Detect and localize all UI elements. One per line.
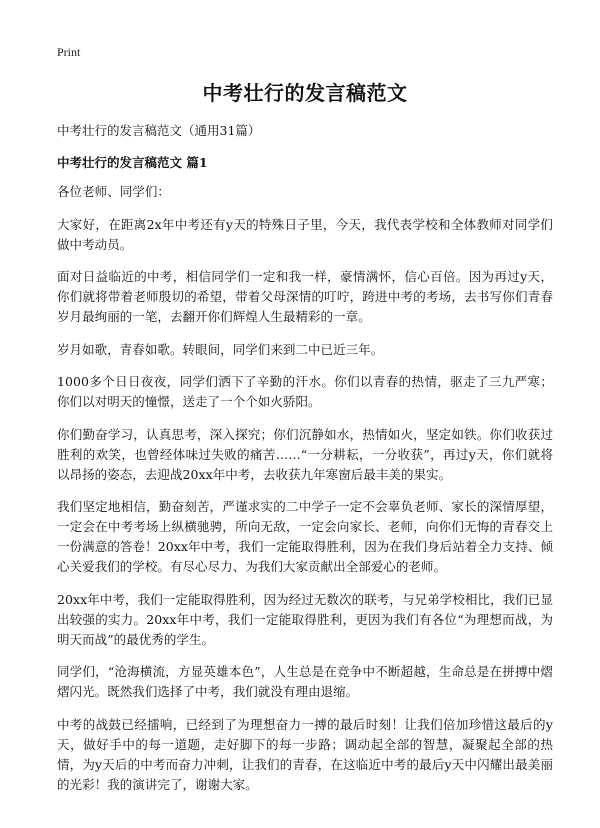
- paragraph: 你们勤奋学习，认真思考，深入探究；你们沉静如水，热情如火，坚定如铁。你们收获过胜利的欢笑，也曾经体味过失败的痛苦……“一分耕耘，一分收获”，再过y天，你们就将以昂扬的姿态，去迎战20xx年中考，去收获九年寒窗后最丰美的果实。: [57, 426, 553, 482]
- paragraph: 面对日益临近的中考，相信同学们一定和我一样，豪情满怀，信心百倍。因为再过y天，你们就将带着老师殷切的希望，带着父母深情的叮咛，跨进中考的考场，去书写你们青春岁月最绚丽的一笔，去翻开你们辉煌人生最精彩的一章。: [57, 269, 553, 324]
- print-link[interactable]: Print: [57, 45, 81, 59]
- paragraph: 大家好，在距离2x年中考还有y天的特殊日子里，今天，我代表学校和全体教师对同学们做中考动员。: [57, 216, 553, 252]
- document-subtitle: 中考壮行的发言稿范文（通用31篇）: [57, 123, 261, 138]
- article-body: [57, 182, 553, 807]
- paragraph: 岁月如歌，青春如歌。转眼间，同学们来到二中已近三年。: [57, 341, 384, 357]
- paragraph: 同学们，“沧海横流，方显英雄本色”，人生总是在竞争中不断超越，生命总是在拼搏中熠熠闪光。既然我们选择了中考，我们就没有理由退缩。: [57, 664, 553, 699]
- section-heading: 中考壮行的发言稿范文 篇1: [57, 155, 208, 170]
- paragraph: 我们坚定地相信，勤奋刻苦，严谨求实的二中学子一定不会辜负老师、家长的深情厚望，一定会在中考考场上纵横驰骋，所向无敌，一定会向家长、老师，向你们无悔的青春交上一份满意的答卷！20xx年中考，我们一定能取得胜利，因为在我们身后站着全力支持、倾心关爱我们的学校。有尽心尽力、为我们大家贡献出全部爱心的老师。: [57, 499, 553, 574]
- paragraph-greeting: 各位老师、同学们：: [57, 184, 170, 199]
- paragraph: 20xx年中考，我们一定能取得胜利，因为经过无数次的联考，与兄弟学校相比，我们已显出较强的实力。20xx年中考，我们一定能取得胜利，更因为我们有各位“为理想而战，为明天而战”的最优秀的学生。: [57, 591, 553, 647]
- paragraph: 1000多个日日夜夜，同学们洒下了辛勤的汗水。你们以青春的热情，驱走了三九严寒；你们以对明天的憧憬，送走了一个个如火骄阳。: [57, 374, 553, 409]
- paragraph: 中考的战鼓已经擂响，已经到了为理想奋力一搏的最后时刻！让我们倍加珍惜这最后的y天，做好手中的每一道题，走好脚下的每一步路；调动起全部的智慧，凝聚起全部的热情，为y天后的中考而奋力冲刺，让我们的青春，在这临近中考的最后y天中闪耀出最美丽的光彩！我的演讲完了，谢谢大家。: [57, 716, 553, 792]
- page-title: 中考壮行的发言稿范文: [202, 81, 408, 105]
